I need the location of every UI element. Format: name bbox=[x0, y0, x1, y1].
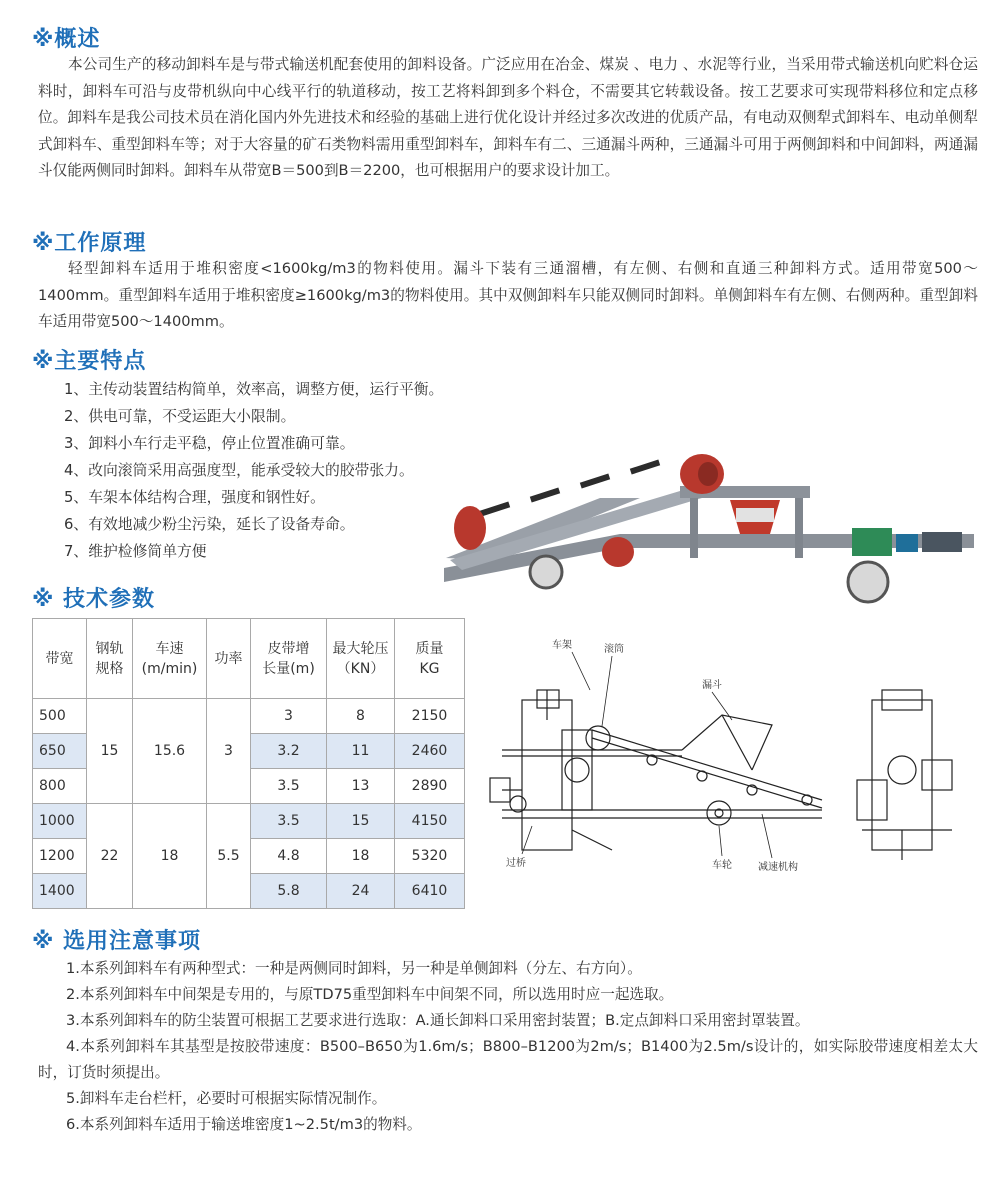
cell-pressure: 24 bbox=[327, 874, 395, 909]
notes-heading: ※ 选用注意事项 bbox=[32, 929, 202, 954]
list-item: 6.本系列卸料车适用于输送堆密度1~2.5t/m3的物料。 bbox=[66, 1116, 422, 1133]
technical-drawing bbox=[482, 630, 982, 880]
list-item: 4、改向滚筒采用高强度型，能承受较大的胶带张力。 bbox=[64, 462, 414, 479]
table-row bbox=[33, 804, 465, 839]
list-item: 1.本系列卸料车有两种型式：一种是两侧同时卸料，另一种是单侧卸料（分左、右方向）。 bbox=[66, 960, 642, 977]
drawing-label-wheel: 车轮 bbox=[712, 860, 732, 871]
list-item: 2、供电可靠，不受运距大小限制。 bbox=[64, 408, 296, 425]
cell-pressure: 13 bbox=[327, 769, 395, 804]
header-mass: 质量 KG bbox=[395, 619, 465, 699]
cell-mass: 5320 bbox=[395, 839, 465, 874]
header-increase: 皮带增 长量(m) bbox=[251, 619, 327, 699]
header-speed: 车速 (m/min) bbox=[133, 619, 207, 699]
cell-increase: 3.2 bbox=[251, 734, 327, 769]
cell-width: 650 bbox=[33, 734, 87, 769]
feature-list bbox=[64, 376, 443, 565]
params-heading: ※ 技术参数 bbox=[32, 587, 156, 612]
cell-pressure: 15 bbox=[327, 804, 395, 839]
notes-list bbox=[38, 956, 978, 1138]
cell-mass: 2890 bbox=[395, 769, 465, 804]
cell-width: 1000 bbox=[33, 804, 87, 839]
list-item: 7、维护检修简单方便 bbox=[64, 543, 207, 560]
cell-power: 5.5 bbox=[207, 804, 251, 909]
cell-increase: 4.8 bbox=[251, 839, 327, 874]
header-pressure: 最大轮压 （KN） bbox=[327, 619, 395, 699]
overview-text: 本公司生产的移动卸料车是与带式输送机配套使用的卸料设备。广泛应用在冶金、煤炭 、电力 、水泥等行业，当采用带式输送机向贮料仓运料时，卸料车可沿与皮带机纵向中心线平行的轨道移动，按工艺将料卸到多个料仓，不需要其它转载设备。按工艺要求可实现带料移位和定点移位。卸料车是我公司技术员在消化国内外先进技术和经验的基础上进行优化设计并经过多次改进的优质产品，有电动双侧犁式卸料车、电动单侧犁式卸料车、重型卸料车等；对于大容量的矿石类物料需用重型卸料车，卸料车有二、三通漏斗两种，三通漏斗可用于两侧卸料和中间卸料，两通漏斗仅能两侧同时卸料。卸料车从带宽B＝500到B＝2200，也可根据用户的要求设计加工。 bbox=[38, 56, 978, 179]
list-item: 5.卸料车走台栏杆，必要时可根据实际情况制作。 bbox=[66, 1090, 387, 1107]
cell-mass: 6410 bbox=[395, 874, 465, 909]
cell-mass: 2150 bbox=[395, 699, 465, 734]
cell-mass: 4150 bbox=[395, 804, 465, 839]
cell-rail: 22 bbox=[87, 804, 133, 909]
cell-increase: 3 bbox=[251, 699, 327, 734]
drawing-label-hopper: 漏斗 bbox=[702, 680, 722, 691]
cell-increase: 3.5 bbox=[251, 769, 327, 804]
principle-text: 轻型卸料车适用于堆积密度<1600kg/m3的物料使用。漏斗下装有三通溜槽，有左侧、右侧和直通三种卸料方式。适用带宽500～1400mm。重型卸料车适用于堆积密度≥1600kg/m3的物料使用。其中双侧卸料车只能双侧同时卸料。单侧卸料车有左侧、右侧两种。重型卸料车适用带宽500～1400mm。 bbox=[38, 260, 978, 330]
cell-mass: 2460 bbox=[395, 734, 465, 769]
table-row bbox=[33, 699, 465, 734]
cell-increase: 3.5 bbox=[251, 804, 327, 839]
cell-width: 1200 bbox=[33, 839, 87, 874]
header-width: 带宽 bbox=[33, 619, 87, 699]
cell-pressure: 11 bbox=[327, 734, 395, 769]
list-item: 3、卸料小车行走平稳，停止位置准确可靠。 bbox=[64, 435, 355, 452]
drawing-label-frame: 车架 bbox=[552, 640, 572, 651]
drawing-label-bridge: 过桥 bbox=[506, 858, 526, 869]
list-item: 3.本系列卸料车的防尘装置可根据工艺要求进行选取：A.通长卸料口采用密封装置；B.定点卸料口采用密封罩装置。 bbox=[66, 1012, 810, 1029]
tripper-car-photo bbox=[440, 448, 974, 610]
cell-increase: 5.8 bbox=[251, 874, 327, 909]
header-rail: 钢轨 规格 bbox=[87, 619, 133, 699]
list-item: 6、有效地减少粉尘污染，延长了设备寿命。 bbox=[64, 516, 355, 533]
cell-pressure: 18 bbox=[327, 839, 395, 874]
table-header-row bbox=[33, 619, 465, 699]
features-heading: ※主要特点 bbox=[32, 349, 147, 374]
drawing-label-reducer: 减速机构 bbox=[758, 862, 798, 873]
cell-width: 1400 bbox=[33, 874, 87, 909]
list-item: 5、车架本体结构合理，强度和钢性好。 bbox=[64, 489, 325, 506]
cell-pressure: 8 bbox=[327, 699, 395, 734]
overview-heading: ※概述 bbox=[32, 27, 101, 52]
drawing-label-drum: 滚筒 bbox=[604, 644, 624, 655]
list-item: 1、主传动装置结构简单，效率高，调整方便，运行平衡。 bbox=[64, 381, 444, 398]
cell-width: 500 bbox=[33, 699, 87, 734]
list-item: 2.本系列卸料车中间架是专用的，与原TD75重型卸料车中间架不同，所以选用时应一起选取。 bbox=[66, 986, 674, 1003]
cell-width: 800 bbox=[33, 769, 87, 804]
cell-speed: 18 bbox=[133, 804, 207, 909]
list-item: 4.本系列卸料车其基型是按胶带速度：B500–B650为1.6m/s；B800–B1200为2m/s；B1400为2.5m/s设计的，如实际胶带速度相差太大时，订货时须提出。 bbox=[38, 1038, 978, 1081]
principle-heading: ※工作原理 bbox=[32, 231, 147, 256]
params-table bbox=[32, 618, 465, 909]
cell-power: 3 bbox=[207, 699, 251, 804]
header-power: 功率 bbox=[207, 619, 251, 699]
cell-speed: 15.6 bbox=[133, 699, 207, 804]
cell-rail: 15 bbox=[87, 699, 133, 804]
